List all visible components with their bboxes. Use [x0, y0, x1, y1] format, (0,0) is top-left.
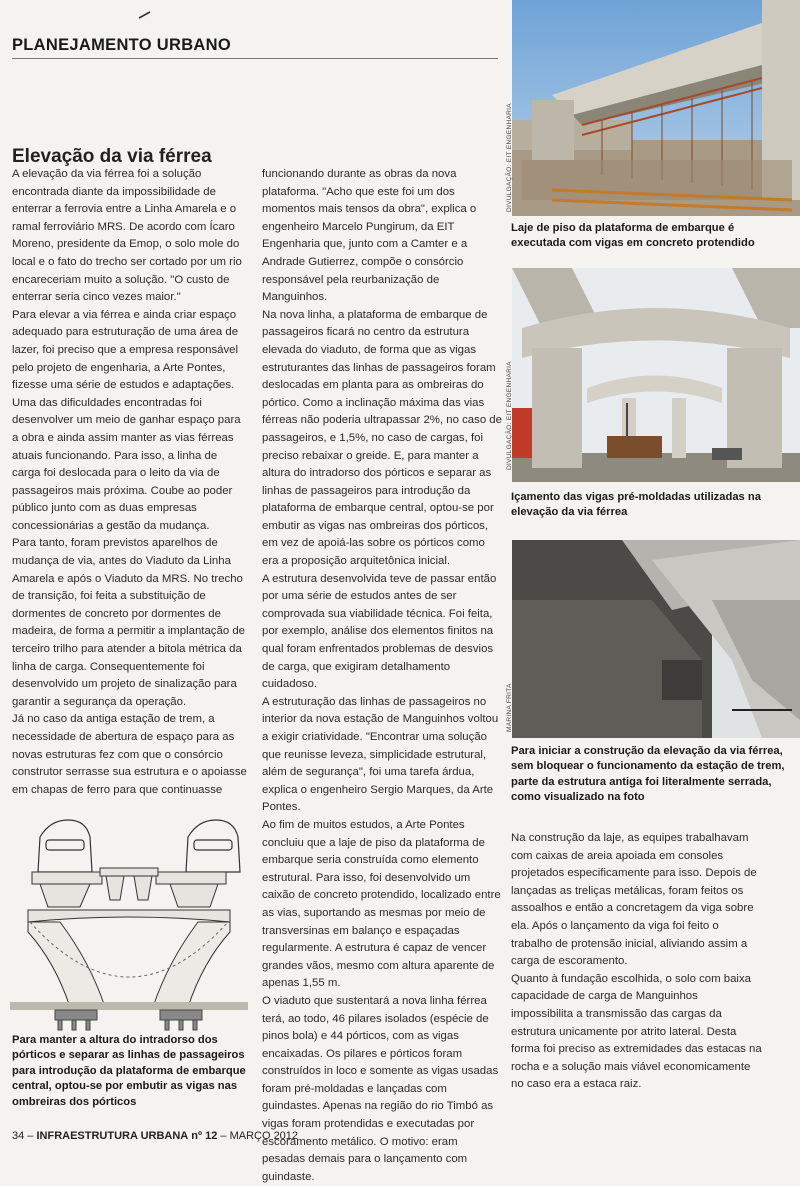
- article-column-2: [262, 166, 502, 1186]
- photo-credit: MARINA FRITA: [506, 683, 513, 732]
- photo-beam-lifting: [512, 268, 800, 482]
- diagram-cross-section: [10, 812, 248, 1032]
- article-column-3: [511, 830, 763, 1094]
- article-title: Elevação da via férrea: [12, 146, 212, 167]
- paragraph: Uma das dificuldades encontradas foi desenvolver um meio de ganhar espaço para a obra e ainda assim manter as vias férreas atuais funcionando. Para isso, a linha de carga foi deslocada para o leito da via de passageiros mais próxima. Coube ao poder público junto com as duas empresas concessionárias a gestão da mudança.: [12, 396, 241, 532]
- issue-date: MARÇO 2012: [229, 1130, 299, 1142]
- paragraph: Ao fim de muitos estudos, a Arte Pontes concluiu que a laje de piso da plataforma de embarque seria construída como elemento estrutural. Para isso, foi desenvolvido um caixão de concreto protendido, localizado entre as vias, suportando as mesmas por meio de transversinas em balanço e espaçadas regularmente. A estrutura é capaz de vencer grandes vãos, mesmo com altura aparente de apenas 1,55 m.: [262, 818, 501, 990]
- paragraph: A elevação da via férrea foi a solução encontrada diante da impossibilidade de enterrar a ferrovia entre a Linha Amarela e o ramal ferroviário MRS. De acordo com Ícaro Moreno, presidente da Emop, o solo mole do local e o fato do trecho ser cortado por um rio encareceriam muito a solução. "O custo de enterrar seria cinco vezes maior.": [12, 168, 242, 304]
- diagram-caption: Para manter a altura do intradorso dos pórticos e separar as linhas de passageiros para introdução da plataforma de embarque central, optou-se por embutir as vigas nas ombreiras dos pórticos: [12, 1034, 246, 1108]
- photo-viaduct-construction: [512, 0, 800, 216]
- paragraph: O viaduto que sustentará a nova linha férrea terá, ao todo, 46 pilares isolados (espécie de pinos bola) e 44 pórticos, com as vigas encaixadas. Os pilares e pórticos foram construídos in loco e somente as vigas usadas foram pré-moldadas e lançadas com guindastes. Apenas na região do rio Timbó as vigas foram protendidas e executadas por escoramento metálico. O motivo: eram pesadas demais para o lançamento com guindaste.: [262, 994, 499, 1183]
- paragraph: funcionando durante as obras da nova plataforma. "Acho que este foi um dos momentos mais tensos da obra", explica o engenheiro Marcelo Pungirum, da EIT Engenharia que, junto com a Camter e a Andrade Gutierrez, compõe o consórcio responsável pela reurbanização de Manguinhos.: [262, 168, 477, 304]
- photo-caption: Içamento das vigas pré-moldadas utilizadas na elevação da via férrea: [511, 491, 761, 519]
- photo-credit: DIVULGAÇÃO: EIT ENGENHARIA: [506, 103, 513, 212]
- photo-caption: Para iniciar a construção da elevação da via férrea, sem bloquear o funcionamento da estação de trem, parte da estrutura antiga foi literalmente serrada, como visualizado na foto: [511, 745, 785, 804]
- paragraph: Quanto à fundação escolhida, o solo com baixa capacidade de carga de Manguinhos impossibilita a transmissão das cargas da estrutura unicamente por atrito lateral. Desta forma foi preciso as extremidades das estacas na rocha e a solução mais viável economicamente no caso era a estaca raiz.: [511, 972, 762, 1091]
- paragraph: A estrutura desenvolvida teve de passar então por uma série de estudos antes de ser comprovada sua viabilidade técnica. Foi feita, por exemplo, análise dos elementos finitos na qual foram enfrentados problemas de desvios de carga, que exigiram detalhamento cuidadoso.: [262, 572, 497, 691]
- photo-credit: DIVULGAÇÃO: EIT ENGENHARIA: [506, 361, 513, 470]
- publication-name: INFRAESTRUTURA URBANA: [36, 1130, 189, 1142]
- pen-mark: [138, 10, 152, 20]
- paragraph: Para elevar a via férrea e ainda criar espaço adequado para estruturação de uma área de lazer, foi preciso que a empresa responsável pelo projeto de engenharia, a Arte Pontes, fizesse uma série de estudos e adaptações.: [12, 308, 239, 392]
- issue-number: nº 12: [191, 1130, 218, 1142]
- photo-old-station: [512, 540, 800, 738]
- paragraph: A estruturação das linhas de passageiros no interior da nova estação de Manguinhos voltou a exigir criatividade. "Encontrar uma solução que reunisse leveza, simplicidade estrutural, além de segurança", foi uma tarefa árdua, explica o engenheiro Sergio Marques, da Arte Pontes.: [262, 695, 499, 814]
- page-footer: 34 – INFRAESTRUTURA URBANA nº 12 – MARÇO 2012: [12, 1130, 299, 1142]
- paragraph: Para tanto, foram previstos aparelhos de mudança de via, antes do Viaduto da Linha Amarela e após o Viaduto da MRS. No trecho de transição, foi feita a substituição de dormentes de concreto por dormentes de madeira, de forma a permitir a implantação de terceiro trilho para atender a bitola métrica da linha de carga. Consequentemente foi desenvolvido um projeto de sinalização para garantir a segurança da operação.: [12, 537, 245, 708]
- paragraph: Na construção da laje, as equipes trabalhavam com caixas de areia apoiada em consoles projetados especificamente para isso. Depois de lançadas as treliças metálicas, foram feitos os assoalhos e então a concretagem da viga sobre ela. Após o lançamento da viga foi feito o trabalho de protensão inicial, aliviando assim a carga de escoramento.: [511, 832, 757, 968]
- header-divider: [12, 58, 498, 59]
- article-column-1: [12, 166, 248, 799]
- section-header: PLANEJAMENTO URBANO: [12, 36, 231, 54]
- paragraph: Já no caso da antiga estação de trem, a necessidade de abertura de espaço para as novas estruturas fez com que o consórcio construtor serrasse sua estrutura e o apoiasse em chapas de ferro para que continuasse: [12, 713, 247, 796]
- page-number: 34: [12, 1130, 25, 1142]
- paragraph: Na nova linha, a plataforma de embarque de passageiros ficará no centro da estrutura elevada do viaduto, de forma que as vigas estruturantes das linhas de passageiros foram deslocadas em planta para as ombreiras do pórtico. Como a inclinação máxima das vias férreas não poderia ultrapassar 2%, no caso de passageiros, e 1,5%, no caso de cargas, foi preciso rebaixar o greide. E, para manter a altura do intradorso dos pórticos e separar as linhas de passageiros para introdução da plataforma de embarque central, optou-se por embutir as vigas nas ombreiras dos pórticos, em vez de apoiá-las sobre os pórticos como era a proposição arquitetônica inicial.: [262, 308, 502, 568]
- photo-caption: Laje de piso da plataforma de embarque é executada com vigas em concreto protendido: [511, 222, 755, 250]
